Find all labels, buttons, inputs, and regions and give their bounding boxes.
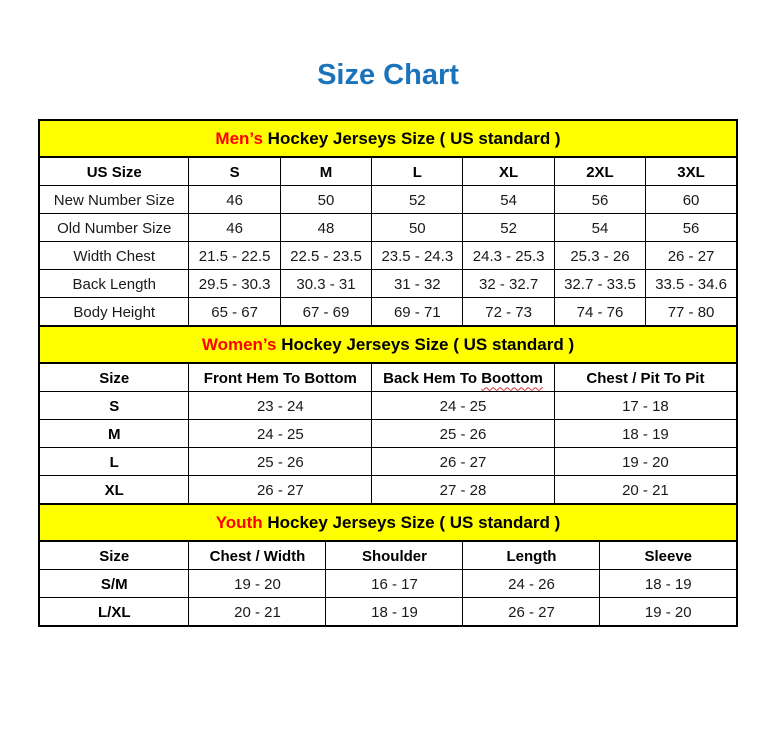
womens-value-cell: 24 - 25 <box>372 392 555 420</box>
youth-table-row <box>39 598 737 627</box>
youth-column-header: Sleeve <box>600 541 737 570</box>
mens-section-band <box>38 119 738 158</box>
mens-value-cell: 54 <box>463 186 554 214</box>
youth-value-cell: 19 - 20 <box>600 598 737 627</box>
youth-column-header: Length <box>463 541 600 570</box>
mens-value-cell: 32.7 - 33.5 <box>554 270 645 298</box>
youth-value-cell: 18 - 19 <box>600 570 737 598</box>
mens-row-label: Back Length <box>39 270 189 298</box>
mens-value-cell: 32 - 32.7 <box>463 270 554 298</box>
youth-section-title-emphasis: Youth <box>215 513 263 532</box>
youth-column-header: Chest / Width <box>189 541 326 570</box>
youth-value-cell: 19 - 20 <box>189 570 326 598</box>
womens-value-cell: 19 - 20 <box>554 448 737 476</box>
womens-column-header: Back Hem To Boottom <box>372 363 555 392</box>
mens-column-header: S <box>189 157 280 186</box>
youth-header-row <box>39 541 737 570</box>
youth-value-cell: 18 - 19 <box>326 598 463 627</box>
womens-value-cell: 26 - 27 <box>372 448 555 476</box>
womens-column-header: Size <box>39 363 189 392</box>
womens-section-title-emphasis: Women’s <box>201 335 277 354</box>
mens-table-row <box>39 186 737 214</box>
mens-value-cell: 50 <box>280 186 371 214</box>
mens-value-cell: 60 <box>646 186 737 214</box>
mens-value-cell: 30.3 - 31 <box>280 270 371 298</box>
womens-column-header: Chest / Pit To Pit <box>554 363 737 392</box>
mens-section-title-text: Hockey Jerseys Size ( US standard ) <box>262 129 561 148</box>
youth-value-cell: 20 - 21 <box>189 598 326 627</box>
womens-table-row <box>39 448 737 476</box>
mens-value-cell: 52 <box>372 186 463 214</box>
mens-table-row <box>39 270 737 298</box>
mens-column-header: XL <box>463 157 554 186</box>
mens-column-header: L <box>372 157 463 186</box>
womens-row-label: XL <box>39 476 189 505</box>
mens-value-cell: 72 - 73 <box>463 298 554 327</box>
mens-column-header: 2XL <box>554 157 645 186</box>
womens-row-label: L <box>39 448 189 476</box>
womens-table-row <box>39 420 737 448</box>
mens-column-header: M <box>280 157 371 186</box>
womens-table-row <box>39 476 737 505</box>
mens-value-cell: 46 <box>189 186 280 214</box>
youth-section-band <box>38 503 738 542</box>
womens-table-row <box>39 392 737 420</box>
mens-row-label: New Number Size <box>39 186 189 214</box>
womens-size-table <box>38 362 738 505</box>
youth-row-label: S/M <box>39 570 189 598</box>
mens-value-cell: 65 - 67 <box>189 298 280 327</box>
size-chart-tables <box>38 119 738 627</box>
mens-value-cell: 54 <box>554 214 645 242</box>
womens-value-cell: 25 - 26 <box>189 448 372 476</box>
womens-column-header: Front Hem To Bottom <box>189 363 372 392</box>
womens-row-label: S <box>39 392 189 420</box>
womens-value-cell: 25 - 26 <box>372 420 555 448</box>
womens-value-cell: 20 - 21 <box>554 476 737 505</box>
mens-header-row <box>39 157 737 186</box>
mens-table-row <box>39 298 737 327</box>
mens-table-row <box>39 242 737 270</box>
womens-section-title-text: Hockey Jerseys Size ( US standard ) <box>276 335 575 354</box>
mens-value-cell: 33.5 - 34.6 <box>646 270 737 298</box>
youth-value-cell: 16 - 17 <box>326 570 463 598</box>
womens-value-cell: 17 - 18 <box>554 392 737 420</box>
mens-value-cell: 26 - 27 <box>646 242 737 270</box>
mens-value-cell: 56 <box>554 186 645 214</box>
mens-value-cell: 52 <box>463 214 554 242</box>
mens-section-title-emphasis: Men’s <box>215 129 263 148</box>
misspelled-word-squiggle: Boottom <box>481 369 543 387</box>
youth-value-cell: 26 - 27 <box>463 598 600 627</box>
mens-value-cell: 25.3 - 26 <box>554 242 645 270</box>
mens-value-cell: 50 <box>372 214 463 242</box>
youth-column-header: Size <box>39 541 189 570</box>
mens-column-header: US Size <box>39 157 189 186</box>
mens-table-row <box>39 214 737 242</box>
mens-value-cell: 22.5 - 23.5 <box>280 242 371 270</box>
mens-row-label: Old Number Size <box>39 214 189 242</box>
mens-value-cell: 48 <box>280 214 371 242</box>
page-title: Size Chart <box>317 59 459 91</box>
mens-row-label: Width Chest <box>39 242 189 270</box>
youth-section-title-text: Hockey Jerseys Size ( US standard ) <box>262 513 561 532</box>
womens-value-cell: 26 - 27 <box>189 476 372 505</box>
mens-value-cell: 21.5 - 22.5 <box>189 242 280 270</box>
youth-value-cell: 24 - 26 <box>463 570 600 598</box>
mens-value-cell: 29.5 - 30.3 <box>189 270 280 298</box>
mens-value-cell: 74 - 76 <box>554 298 645 327</box>
youth-column-header: Shoulder <box>326 541 463 570</box>
womens-value-cell: 27 - 28 <box>372 476 555 505</box>
womens-value-cell: 24 - 25 <box>189 420 372 448</box>
mens-value-cell: 77 - 80 <box>646 298 737 327</box>
mens-value-cell: 46 <box>189 214 280 242</box>
youth-size-table <box>38 540 738 627</box>
mens-value-cell: 69 - 71 <box>372 298 463 327</box>
womens-section-band <box>38 325 738 364</box>
womens-header-row <box>39 363 737 392</box>
mens-value-cell: 67 - 69 <box>280 298 371 327</box>
mens-value-cell: 31 - 32 <box>372 270 463 298</box>
mens-size-table <box>38 156 738 327</box>
mens-column-header: 3XL <box>646 157 737 186</box>
mens-value-cell: 23.5 - 24.3 <box>372 242 463 270</box>
mens-value-cell: 56 <box>646 214 737 242</box>
youth-row-label: L/XL <box>39 598 189 627</box>
womens-row-label: M <box>39 420 189 448</box>
mens-row-label: Body Height <box>39 298 189 327</box>
mens-value-cell: 24.3 - 25.3 <box>463 242 554 270</box>
womens-value-cell: 18 - 19 <box>554 420 737 448</box>
youth-table-row <box>39 570 737 598</box>
womens-value-cell: 23 - 24 <box>189 392 372 420</box>
